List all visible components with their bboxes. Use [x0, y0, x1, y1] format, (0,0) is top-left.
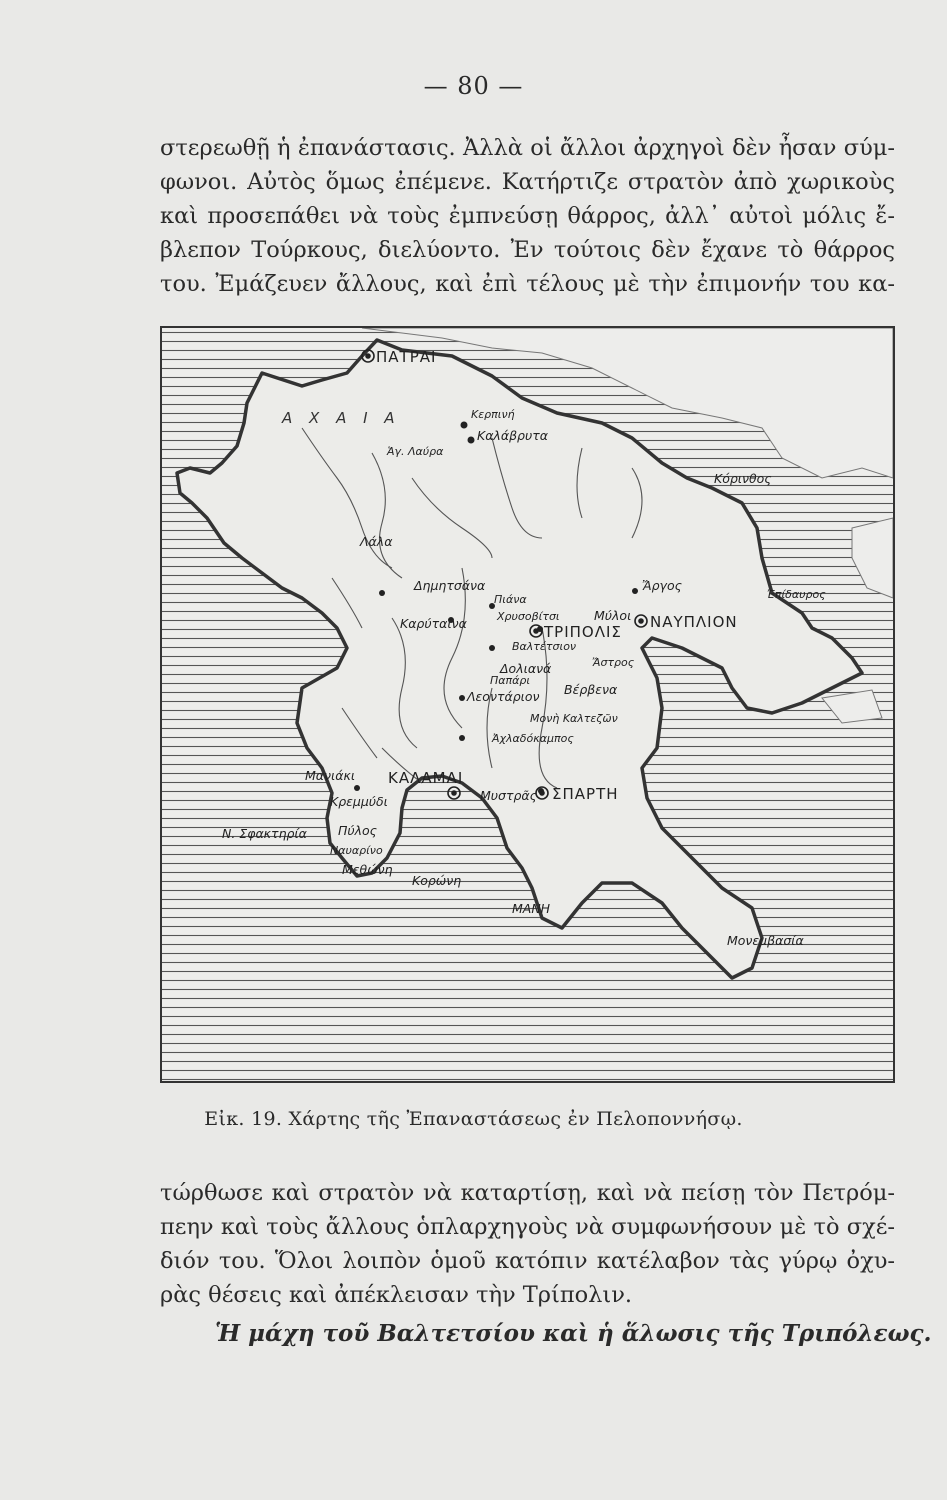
figure-caption: Εἰκ. 19. Χάρτης τῆς Ἐπαναστάσεως ἐν Πελοποννήσῳ.: [204, 1108, 743, 1130]
place-label: Κερπινή: [471, 408, 515, 421]
section-heading: Ἡ μάχη τοῦ Βαλτετσίου καὶ ἡ ἅλωσις τῆς Τριπόλεως.: [215, 1320, 932, 1347]
peloponnese-map: [162, 328, 893, 1081]
place-label: ΤΡΙΠΟΛΙΣ: [544, 623, 622, 641]
text-line: διόν του. Ὅλοι λοιπὸν ὁμοῦ κατόπιν κατέλαβον τὰς γύρῳ ὀχυ-: [160, 1248, 895, 1274]
place-label: Μονὴ Καλτεζῶν: [530, 712, 618, 725]
place-label: Ν. Σφακτηρία: [222, 826, 307, 841]
place-label: Βέρβενα: [564, 682, 618, 697]
place-label: Δολιανά: [500, 661, 552, 676]
text-line: ρὰς θέσεις καὶ ἀπέκλεισαν τὴν Τρίπολιν.: [160, 1282, 633, 1308]
place-label: Καλάβρυτα: [477, 428, 548, 443]
text-line: φωνοι. Αὐτὸς ὅμως ἐπέμενε. Κατήρτιζε στρατὸν ἀπὸ χωρικοὺς: [160, 169, 895, 195]
place-label: Δημητσάνα: [414, 578, 486, 593]
place-label: Κορώνη: [412, 873, 462, 888]
place-label: Πιάνα: [494, 593, 527, 606]
place-label: Λεοντάριον: [467, 689, 540, 704]
place-label: Χρυσοβίτσι: [497, 610, 560, 623]
text-line: βλεπον Τούρκους, διελύοντο. Ἐν τούτοις δὲν ἔχανε τὸ θάρρος: [160, 237, 895, 263]
place-label: Ἁγ. Λαύρα: [387, 445, 444, 458]
map-figure: [160, 326, 895, 1083]
place-label: Βαλτέτσιον: [512, 640, 577, 653]
place-label: ΜΑΝΗ: [512, 901, 551, 916]
page-number: — 80 —: [423, 72, 524, 100]
place-label: Λάλα: [360, 534, 393, 549]
place-label: ΠΑΤΡΑΙ: [376, 348, 437, 366]
place-label: Καρύταινα: [400, 616, 467, 631]
place-label: ΝΑΥΠΛΙΟΝ: [650, 613, 738, 631]
text-line: του. Ἐμάζευεν ἄλλους, καὶ ἐπὶ τέλους μὲ τὴν ἐπιμονήν του κα-: [160, 271, 895, 297]
text-line: πεην καὶ τοὺς ἄλλους ὁπλαρχηγοὺς νὰ συμφωνήσουν μὲ τὸ σχέ-: [160, 1214, 895, 1240]
place-label: Μυστρᾶς: [480, 788, 537, 803]
top-paragraph: [160, 131, 895, 301]
place-label: ΚΑΛΑΜΑΙ: [388, 769, 464, 787]
place-label: Ἐπίδαυρος: [767, 588, 826, 601]
place-label: Ἀχλαδόκαμπος: [492, 732, 574, 745]
place-label: Μονεμβασία: [727, 933, 804, 948]
place-label: Μεθώνη: [342, 862, 393, 877]
place-label: Κόρινθος: [714, 471, 772, 486]
place-label: Ἄργος: [642, 578, 682, 593]
region-label: Α Χ Α Ι Α: [282, 409, 401, 427]
bottom-paragraph: [160, 1176, 895, 1312]
text-line: στερεωθῇ ἡ ἐπανάστασις. Ἀλλὰ οἱ ἄλλοι ἀρχηγοὶ δὲν ἦσαν σύμ-: [160, 135, 895, 161]
place-label: Παπάρι: [490, 674, 531, 687]
place-label: ΣΠΑΡΤΗ: [552, 785, 619, 803]
place-label: Μανιάκι: [305, 768, 356, 783]
place-label: Ἄστρος: [592, 656, 635, 669]
text-line: καὶ προσεπάθει νὰ τοὺς ἐμπνεύσῃ θάρρος, ἀλλ᾿ αὐτοὶ μόλις ἔ-: [160, 203, 895, 229]
place-label: Κρεμμύδι: [330, 794, 388, 809]
place-label: Πύλος: [338, 823, 378, 838]
place-label: Μύλοι: [594, 608, 632, 623]
place-label: Ναυαρίνο: [330, 844, 383, 857]
text-line: τώρθωσε καὶ στρατὸν νὰ καταρτίσῃ, καὶ νὰ πείσῃ τὸν Πετρόμ-: [160, 1180, 895, 1206]
